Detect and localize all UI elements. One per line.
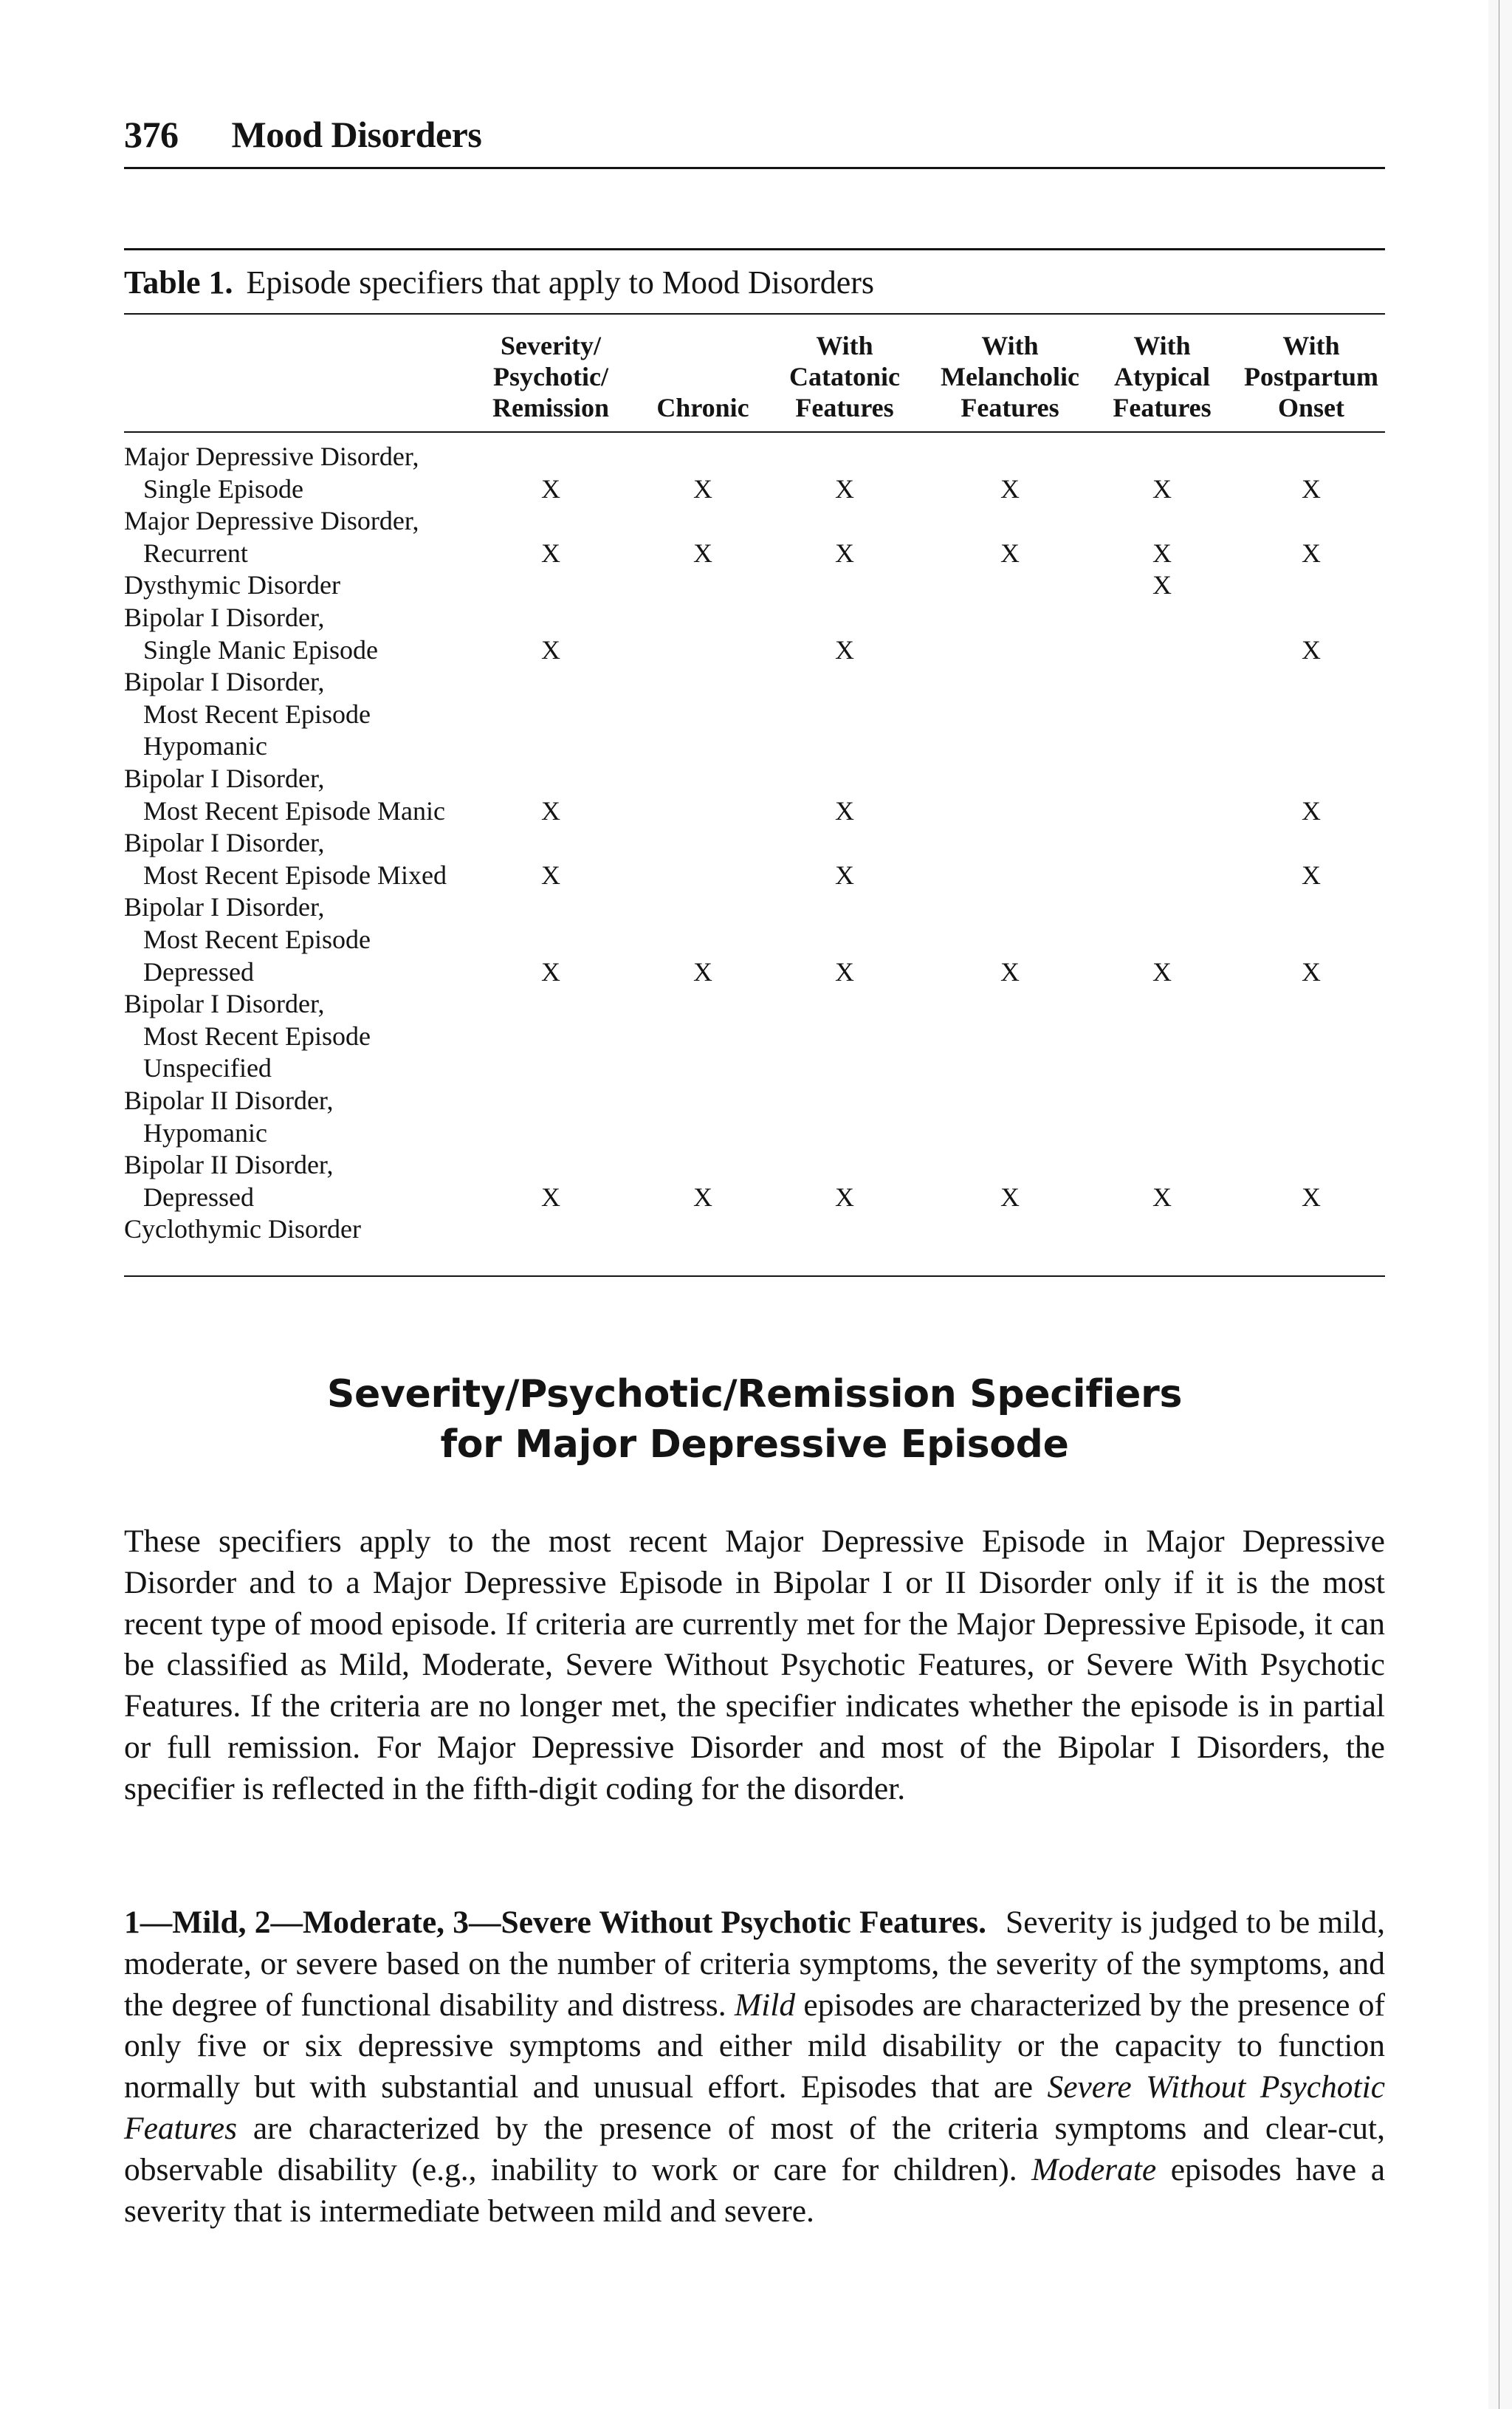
table-caption [124,262,874,304]
cell-mark: X [1152,570,1172,600]
severity-italic-severe: Severe Without Psychotic Features [124,2069,1386,2146]
row-label-line: Most Recent Episode Mixed [143,860,447,890]
page-number: 376 [124,114,179,155]
row-label-line: Hypomanic [143,1117,267,1148]
column-header-line: With [816,331,873,360]
severity-paragraph-lead: 1—Mild, 2—Moderate, 3—Severe Without Psychotic Features. [124,1905,986,1940]
row-label-line: Major Depressive Disorder, [124,442,419,471]
cell-mark: X [693,956,712,987]
column-header-line: Catatonic [789,362,900,391]
row-label-line: Major Depressive Disorder, [124,506,419,536]
row-label [124,569,340,602]
cell-mark: X [1302,1182,1321,1212]
cell-mark: X [1152,538,1172,568]
table-caption-rule [124,313,1385,315]
column-header-line: Features [795,393,894,422]
row-label-line: Single Manic Episode [143,634,378,665]
cell-mark: X [541,538,560,568]
cell-mark: X [835,956,854,987]
cell-mark: X [1152,1182,1172,1212]
column-header [1096,330,1228,423]
cell-mark: X [1302,634,1321,665]
row-label [124,666,371,763]
cell-mark: X [1152,956,1172,987]
row-label [124,1085,333,1149]
cell-mark: X [835,1182,854,1212]
cell-mark: X [541,860,560,890]
row-label [124,505,419,569]
cell-mark: X [1302,795,1321,826]
row-label [124,827,447,891]
row-label [124,988,371,1085]
row-label-line: Cyclothymic Disorder [124,1214,361,1244]
running-head-title: Mood Disorders [231,114,482,155]
column-header-line: Chronic [656,393,749,422]
column-header-line: With [1282,331,1340,360]
row-label-line: Bipolar I Disorder, [124,667,325,697]
row-label-line: Bipolar I Disorder, [124,764,325,793]
cell-mark: X [693,1182,712,1212]
row-label [124,763,445,827]
row-label [124,602,378,666]
cell-mark: X [835,634,854,665]
cell-mark: X [1302,860,1321,890]
row-label-line: Bipolar II Disorder, [124,1150,334,1180]
cell-mark: X [541,795,560,826]
severity-italic-mild: Mild [734,1987,796,2023]
row-label-line: Bipolar I Disorder, [124,603,325,632]
cell-mark: X [835,473,854,504]
column-header-line: With [1133,331,1191,360]
row-label-line: Most Recent Episode [143,924,371,954]
header-rule [124,167,1385,169]
severity-italic-moderate: Moderate [1031,2151,1157,2187]
row-label-line: Hypomanic [143,731,267,761]
column-header [644,330,762,423]
column-header-line: Features [961,393,1059,422]
column-header [1230,330,1392,423]
section-heading-line-1: Severity/Psychotic/Remission Specifiers [326,1372,1183,1416]
cell-mark: X [1000,956,1020,987]
column-header-line: Atypical [1114,362,1210,391]
cell-mark: X [835,860,854,890]
cell-mark: X [1000,1182,1020,1212]
cell-mark: X [541,956,560,987]
column-header-line [644,361,762,392]
row-label-line: Recurrent [143,538,248,568]
column-header [921,330,1099,423]
column-header-line: Remission [492,393,609,422]
column-header-line: Psychotic/ [493,362,608,391]
row-label-line: Bipolar I Disorder, [124,828,325,858]
column-header-line: Melancholic [941,362,1079,391]
column-header-line: Postpartum [1244,362,1378,391]
cell-mark: X [1302,538,1321,568]
page-right-margin [1488,0,1512,2409]
severity-text-2: episodes are characterized by the presence of only five or six depressive symptoms and either mild disability or the capacity to function normally but with substantial and unusual effort. Episodes that are [124,1987,1385,2105]
row-label [124,891,371,988]
row-label-line: Single Episode [143,473,303,504]
cell-mark: X [835,795,854,826]
row-label-line: Most Recent Episode Manic [143,795,445,826]
cell-mark: X [541,634,560,665]
column-header [771,330,918,423]
cell-mark: X [1302,473,1321,504]
cell-mark: X [541,473,560,504]
severity-text-1: Severity is judged to be mild, moderate, or severe based on the number of criteria symptoms, the severity of the symptoms, and the degree of functional disability and distress. [124,1905,1385,2023]
row-label-line: Bipolar II Disorder, [124,1086,334,1115]
row-label-line: Most Recent Episode [143,1021,371,1051]
table-bottom-rule [124,1275,1385,1277]
column-header-line [644,330,762,361]
row-label-line: Bipolar I Disorder, [124,892,325,922]
column-header-line: Onset [1278,393,1344,422]
intro-paragraph: These specifiers apply to the most recent Major Depressive Episode in Major Depressive Disorder and to a Major Depressive Episode in Bipolar I or II Disorder only if it is the most recent type of mood episode. If criteria are currently met for the Major Depressive Episode, it can be classified as Mild, Moderate, Severe Without Psychotic Features, or Severe With Psychotic Features. If the criteria are no longer met, the specifier indicates whether the episode is in partial or full remission. For Major Depressive Disorder and most of the Bipolar I Disorders, the specifier is reflected in the fifth-digit coding for the disorder. [124,1524,1385,1806]
row-label-line: Unspecified [143,1053,272,1083]
row-label-line: Bipolar I Disorder, [124,989,325,1019]
cell-mark: X [1000,538,1020,568]
table-top-rule [124,248,1385,250]
cell-mark: X [693,473,712,504]
section-heading [124,1369,1385,1470]
row-label-line: Depressed [143,1182,254,1212]
column-header-line: With [981,331,1039,360]
cell-mark: X [1302,956,1321,987]
row-label [124,1213,361,1246]
column-header [477,330,625,423]
running-head [124,112,481,157]
cell-mark: X [1000,473,1020,504]
row-label-line: Most Recent Episode [143,699,371,729]
severity-paragraph [124,1902,1385,2232]
cell-mark: X [693,538,712,568]
table-caption-label: Table 1. [124,264,233,301]
table-caption-text: Episode specifiers that apply to Mood Disorders [246,264,875,301]
section-heading-line-2: for Major Depressive Episode [440,1422,1069,1467]
cell-mark: X [1152,473,1172,504]
cell-mark: X [541,1182,560,1212]
cell-mark: X [835,538,854,568]
column-header-line: Severity/ [501,331,601,360]
table-header-rule [124,431,1385,433]
row-label [124,441,419,505]
severity-text-3: are characterized by the presence of most of the criteria symptoms and clear-cut, observable disability (e.g., inability to work or care for children). [124,2110,1385,2187]
row-label-line: Depressed [143,956,254,987]
row-label-line: Dysthymic Disorder [124,570,340,600]
column-header-line: Features [1113,393,1212,422]
severity-text-4: episodes have a severity that is intermediate between mild and severe. [124,2151,1386,2229]
row-label [124,1149,333,1213]
